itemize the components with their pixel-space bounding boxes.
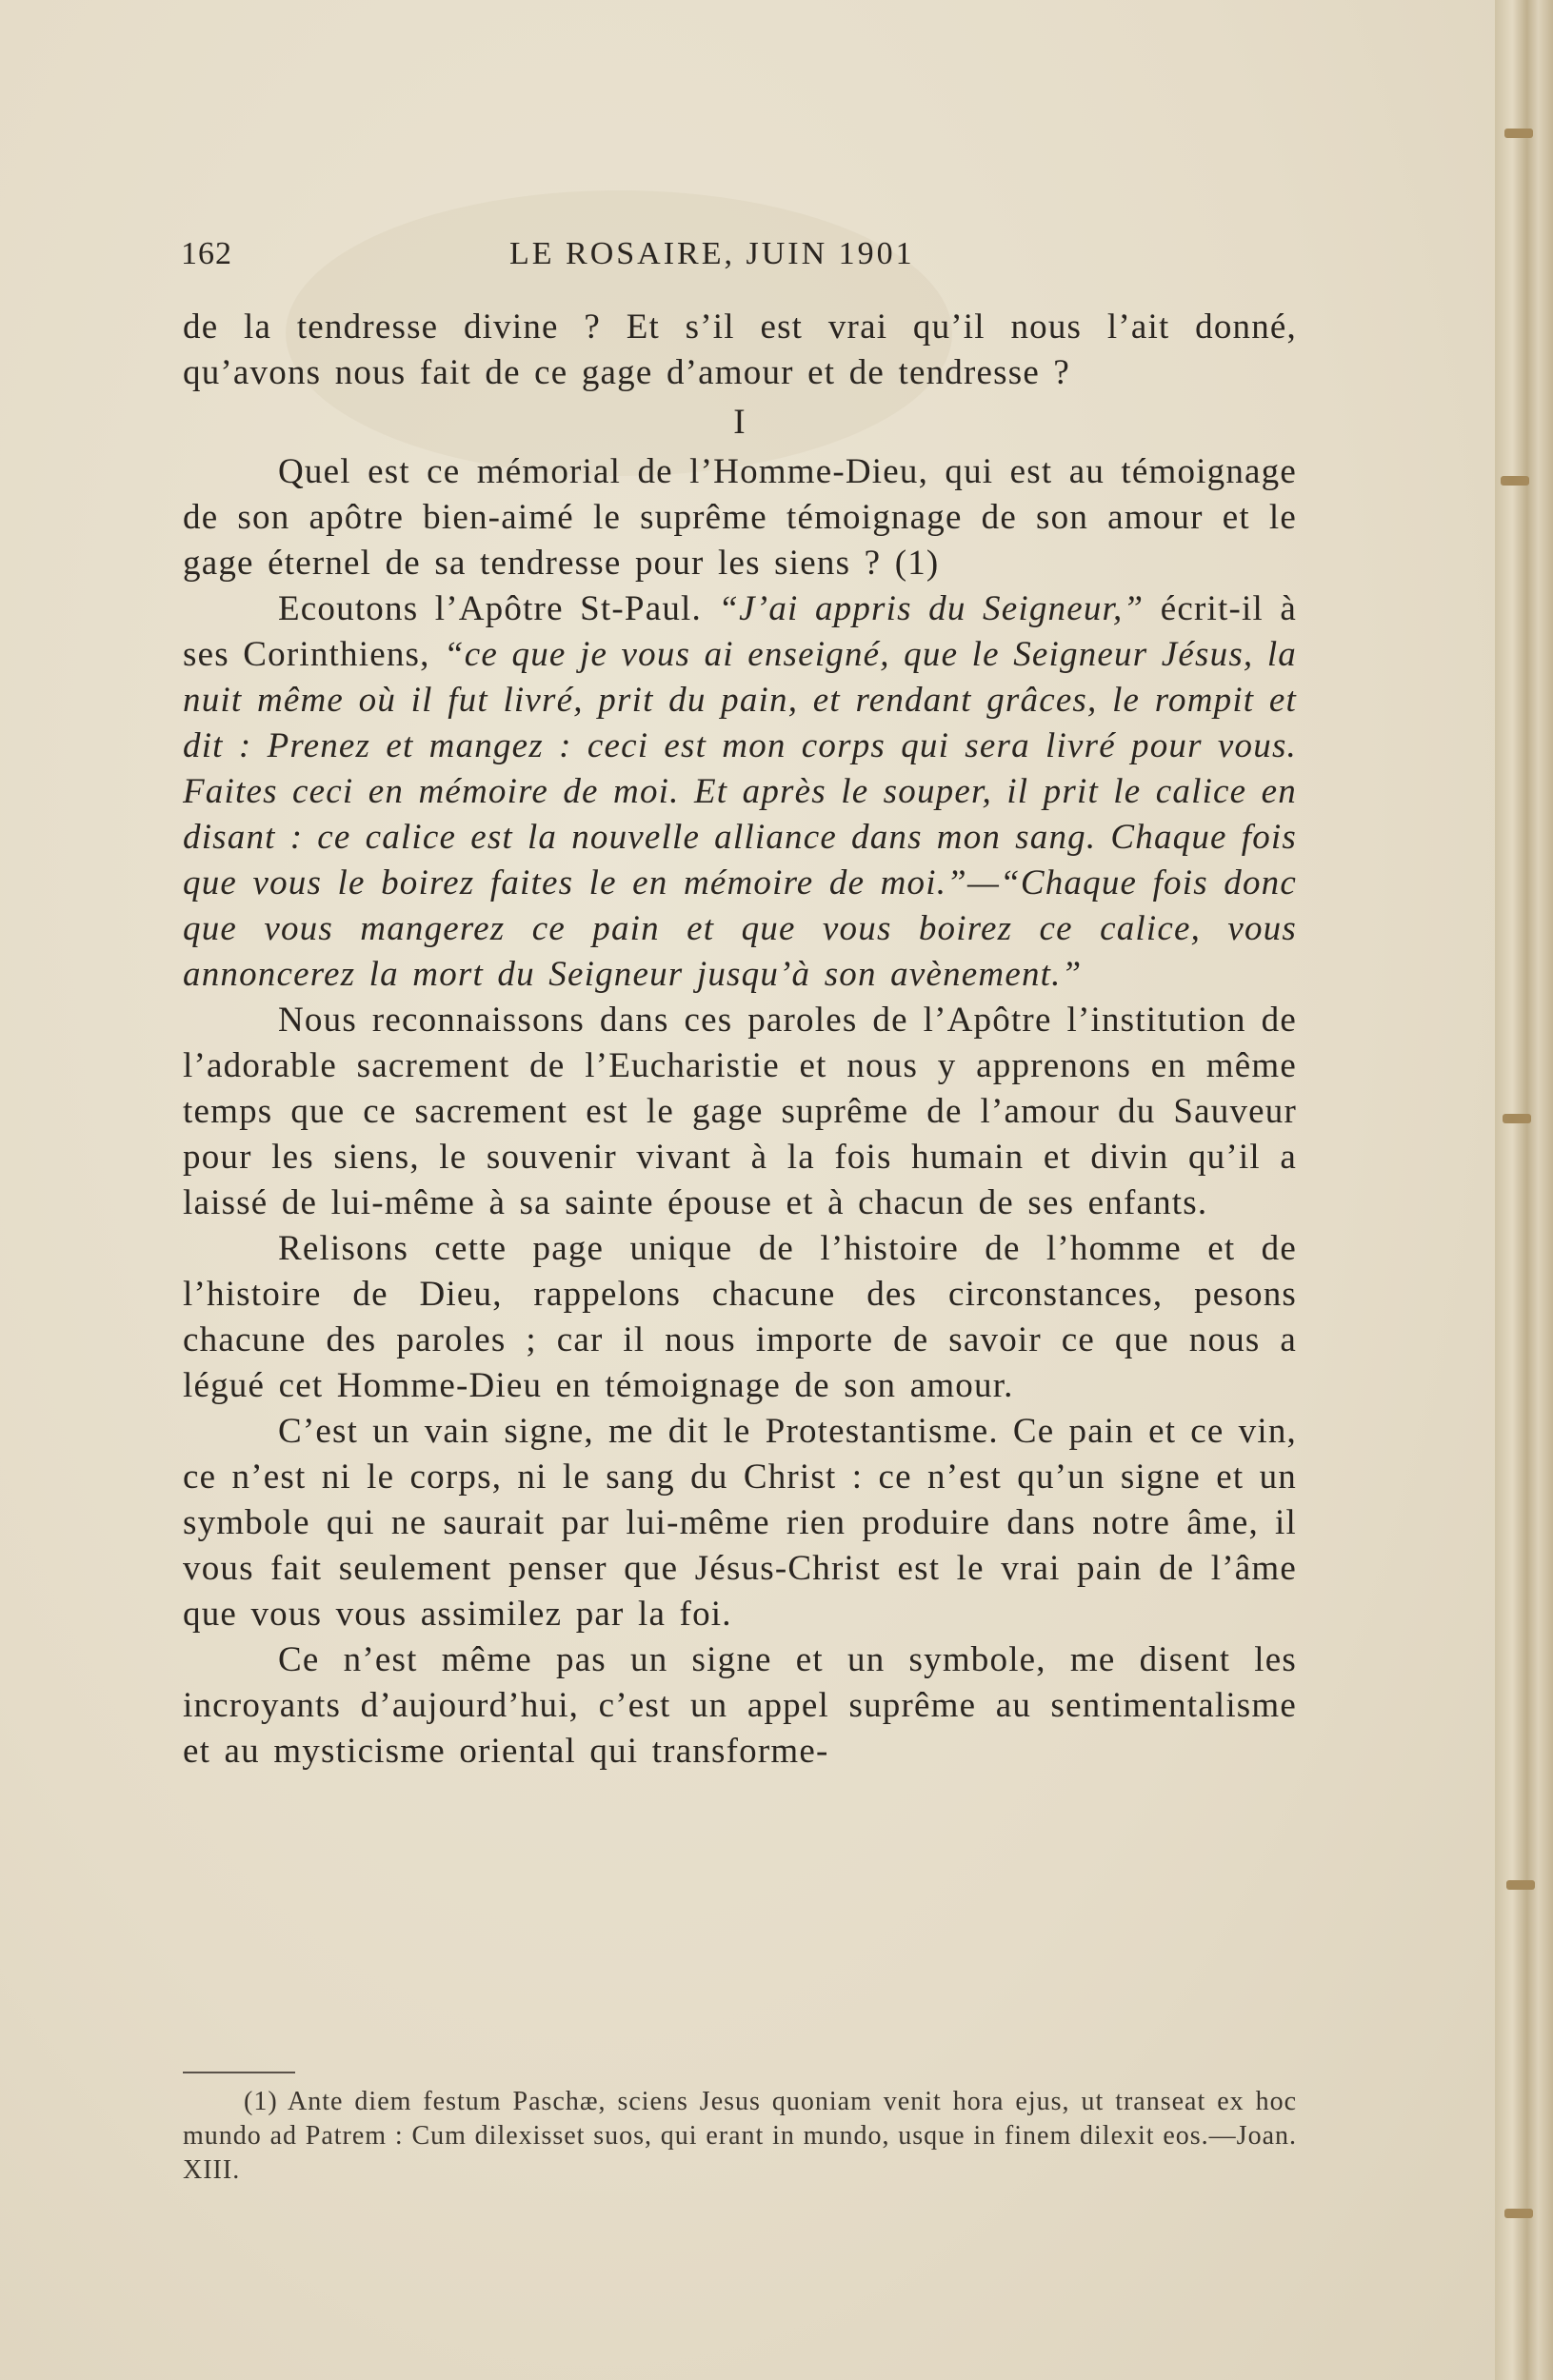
saint-paul-attribution: écrit-il à ses Corinthiens, (183, 589, 1298, 674)
paragraph-relisons: Relisons cette page unique de l’histoire de l’homme et de l’histoire de Dieu, rappelons chacune des circonstances, pesons chacune des paroles ; car il nous importe de savoir ce que nous a légué cet Homme-Dieu en témoignage de son amour. (183, 1229, 1297, 1405)
paragraph-institution: Nous reconnaissons dans ces paroles de l’Apôtre l’institution de l’adorable sacrement de l’Eucharistie et nous y apprenons en même temps que ce sacrement est le gage suprême de l’amour du Sauveur pour les siens, le souvenir vivant à la fois humain et divin qu’il a laissé de lui-même à sa sainte épouse et à chacun de ses enfants. (183, 1001, 1297, 1222)
body-text (183, 305, 1297, 1775)
saint-paul-quote: “ce que je vous ai enseigné, que le Seigneur Jésus, la nuit même où il fut livré, prit du pain, et rendant grâces, le rompit et dit : Prenez et mangez : ceci est mon corps qui sera livré pour vous. Faites ceci en mémoire de moi. Et après le souper, il prit le calice en disant : ce calice est la nouvelle alliance dans mon sang. Chaque fois que vous le boirez faites le en mémoire de moi.”—“Chaque fois donc que vous mangerez ce pain et que vous boirez ce calice, vous annoncerez la mort du Seigneur jusqu’à son avènement.” (183, 635, 1297, 994)
running-head (181, 236, 1304, 278)
binding-thread (1504, 129, 1533, 138)
binding-thread (1501, 476, 1529, 486)
paragraph-memorial: Quel est ce mémorial de l’Homme-Dieu, qui est au témoignage de son apôtre bien-aimé le suprême témoignage de son amour et le gage éternel de sa tendresse pour les siens ? (1) (183, 452, 1297, 583)
binding-thread (1504, 2209, 1533, 2218)
footnote-rule (183, 2072, 295, 2073)
saint-paul-quote-opening: “J’ai appris du Seigneur,” (718, 589, 1145, 628)
saint-paul-intro: Ecoutons l’Apôtre St-Paul. (278, 589, 719, 628)
binding-edge (1495, 0, 1553, 2380)
section-numeral: I (733, 403, 747, 442)
binding-thread (1506, 1880, 1535, 1890)
journal-title: LE ROSAIRE, JUIN 1901 (509, 236, 915, 271)
paragraph-continuation: de la tendresse divine ? Et s’il est vrai qu’il nous l’ait donné, qu’avons nous fait de ce gage d’amour et de tendresse ? (183, 307, 1297, 392)
footnote: (1) Ante diem festum Paschæ, sciens Jesus quoniam venit hora ejus, ut transeat ex hoc mundo ad Patrem : Cum dilexisset suos, qui erant in mundo, usque in finem dilexit eos.—Joan. XIII. (183, 2087, 1297, 2185)
paragraph-protestantisme: C’est un vain signe, me dit le Protestantisme. Ce pain et ce vin, ce n’est ni le corps, ni le sang du Christ : ce n’est qu’un signe et un symbole qui ne saurait par lui-même rien produire dans notre âme, il vous fait seulement penser que Jésus-Christ est le vrai pain de l’âme que vous vous assimilez par la foi. (183, 1412, 1297, 1634)
binding-thread (1503, 1114, 1531, 1123)
paragraph-saint-paul (183, 586, 1297, 998)
paragraph-incroyants: Ce n’est même pas un signe et un symbole, me disent les incroyants d’aujourd’hui, c’est un appel suprême au sentimentalisme et au mysticisme oriental qui transforme- (183, 1640, 1297, 1771)
page-number: 162 (181, 236, 232, 271)
